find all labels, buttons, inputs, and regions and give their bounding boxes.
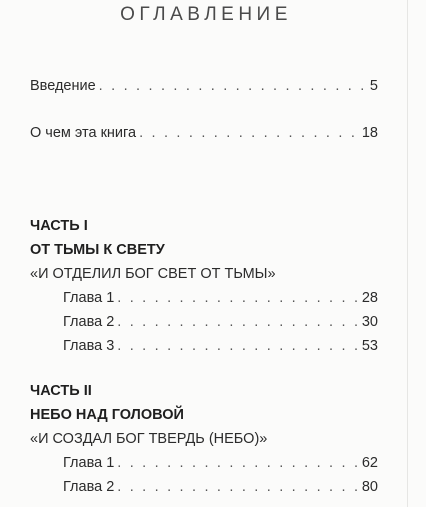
toc-entry-part2-chapter2[interactable] [63, 479, 378, 495]
dot-leader [117, 455, 359, 471]
toc-entry-label: Глава 1 [63, 455, 115, 471]
toc-entry-part2-chapter1[interactable] [63, 455, 378, 471]
dot-leader [99, 78, 367, 94]
dot-leader [117, 290, 359, 306]
toc-entry-page: 30 [361, 314, 378, 330]
toc-entry-page: 62 [361, 455, 378, 471]
toc-entry-label: Глава 2 [63, 314, 115, 330]
part-2-subtitle: «И СОЗДАЛ БОГ ТВЕРДЬ (НЕБО)» [30, 431, 268, 447]
toc-entry-label: Глава 3 [63, 338, 115, 354]
toc-entry-page: 80 [361, 479, 378, 495]
dot-leader [139, 125, 359, 141]
page-title: ОГЛАВЛЕНИЕ [120, 4, 292, 25]
toc-entry-part1-chapter2[interactable] [63, 314, 378, 330]
page-edge-divider [407, 0, 408, 507]
part-2-number[interactable]: ЧАСТЬ II [30, 383, 92, 399]
toc-entry-label: О чем эта книга [30, 125, 137, 141]
toc-entry-page: 18 [361, 125, 378, 141]
toc-entry-introduction[interactable] [30, 78, 378, 94]
part-2-name[interactable]: НЕБО НАД ГОЛОВОЙ [30, 407, 184, 423]
toc-entry-page: 53 [361, 338, 378, 354]
toc-entry-part1-chapter3[interactable] [63, 338, 378, 354]
toc-entry-about-book[interactable] [30, 125, 378, 141]
dot-leader [117, 314, 359, 330]
part-1-name[interactable]: ОТ ТЬМЫ К СВЕТУ [30, 242, 165, 258]
toc-entry-label: Глава 1 [63, 290, 115, 306]
toc-entry-page: 28 [361, 290, 378, 306]
dot-leader [117, 338, 359, 354]
part-1-subtitle: «И ОТДЕЛИЛ БОГ СВЕТ ОТ ТЬМЫ» [30, 266, 276, 282]
dot-leader [117, 479, 359, 495]
toc-entry-page: 5 [369, 78, 378, 94]
toc-entry-label: Введение [30, 78, 96, 94]
toc-entry-part1-chapter1[interactable] [63, 290, 378, 306]
part-1-number[interactable]: ЧАСТЬ I [30, 218, 88, 234]
toc-entry-label: Глава 2 [63, 479, 115, 495]
